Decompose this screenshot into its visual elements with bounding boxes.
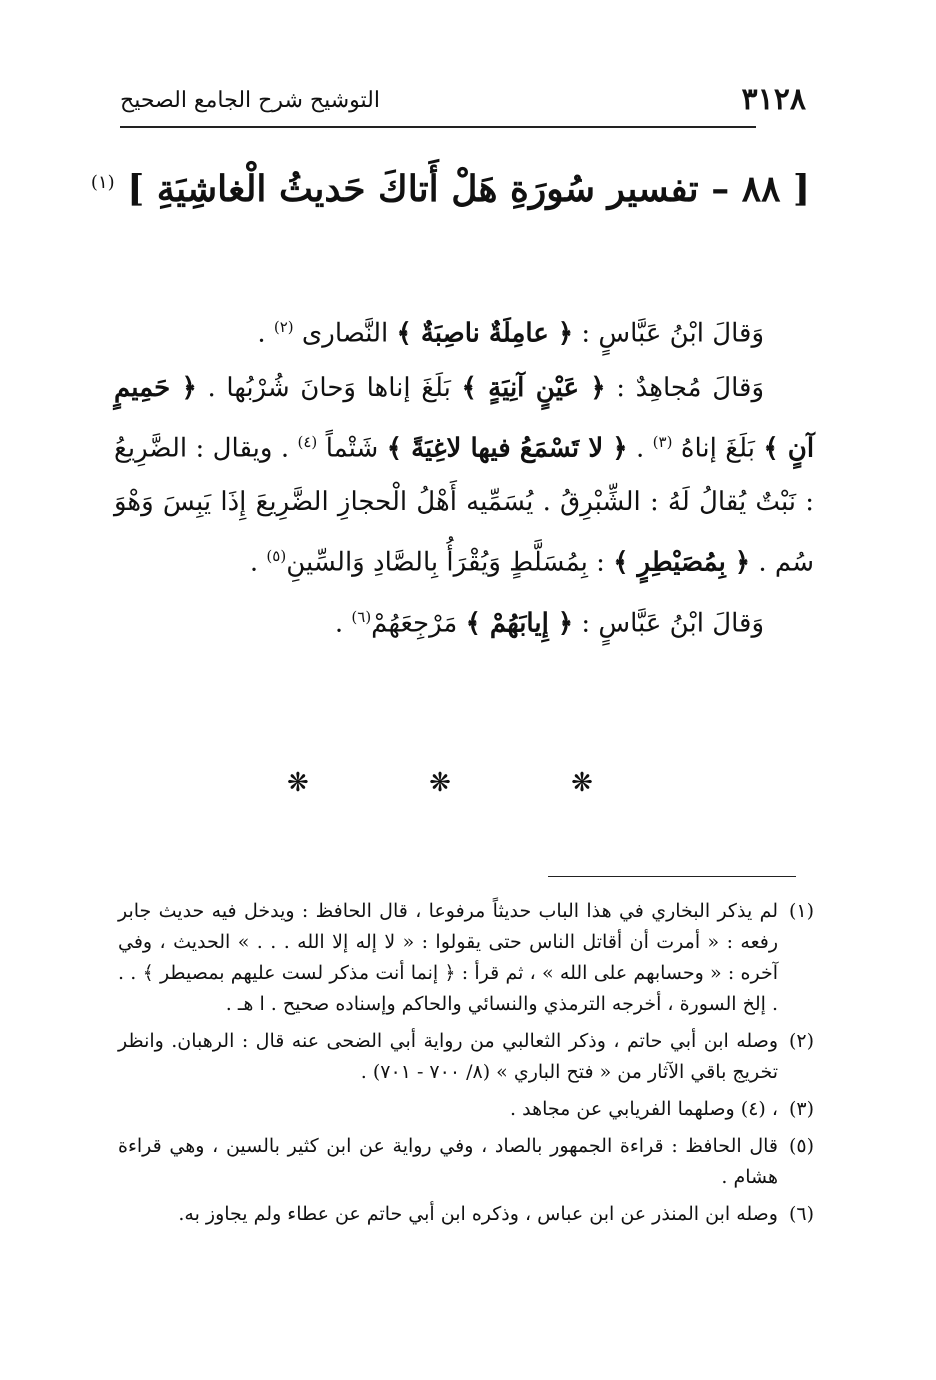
header-rule — [120, 126, 756, 128]
chapter-close-bracket: ] — [127, 168, 145, 210]
quran-quote: ﴿ بِمُصَيْطِرٍ ﴾ — [613, 547, 751, 578]
footnote-6 — [118, 1199, 814, 1230]
footnote-text: قال الحافظ : قراءة الجمهور بالصاد ، وفي رواية عن ابن كثير بالسين ، وهي قراءة هشام . — [118, 1135, 778, 1188]
gloss-text: : بِمُسَلَّطٍ وَيُقْرَأُ بِالصَّادِ وَالسِّينِ — [286, 547, 605, 578]
footnote-mark: (٢) — [273, 318, 294, 336]
footnote-text: وصله ابن المنذر عن ابن عباس ، وذكره ابن أبي حاتم عن عطاء ولم يجاوز به. — [178, 1203, 778, 1225]
page-number: ٣١٢٨ — [741, 82, 806, 117]
lead-text: وَقالَ مُجاهِدٌ : — [616, 372, 765, 403]
chapter-dash: – — [711, 168, 730, 210]
footnotes — [118, 896, 814, 1236]
footnote-text: وصله ابن أبي حاتم ، وذكر الثعالبي من رواية أبي الضحى عنه قال : الرهبان. وانظر تخريج باقي الآثار من « فتح الباري » (٨/ ٧٠٠ - ٧٠١) . — [118, 1030, 778, 1083]
running-title: التوشيح شرح الجامع الصحيح — [120, 88, 380, 113]
footnote-number: (٦) — [788, 1203, 814, 1225]
paragraph-ibn-abbas-1 — [114, 300, 814, 361]
footnote-rule — [548, 876, 796, 877]
lead-text: وَقالَ ابْنُ عَبَّاسٍ : — [581, 608, 764, 639]
chapter-title — [90, 168, 810, 210]
quran-quote: ﴿ لا تَسْمَعُ فيها لاغِيَةً ﴾ — [386, 433, 628, 464]
gloss-text: مَرْجِعَهُمْ — [371, 608, 458, 639]
gloss-text: . ويقال : الضَّرِيعُ : نَبْتٌ يُقالُ لَهُ : الشِّبْرِقُ . يُسَمِّيه أَهْلُ الْحجازِ الضَّرِيعَ إِذَا يَبِسَ وَهْوَ سُم . — [114, 433, 814, 578]
gloss-text: . — [636, 433, 645, 464]
paragraph-ibn-abbas-2 — [114, 590, 814, 651]
footnote-3 — [118, 1094, 814, 1125]
end-mark: . — [334, 608, 344, 639]
quran-quote: ﴿ عامِلَةٌ ناصِبَةٌ ﴾ — [396, 318, 574, 349]
end-mark: . — [257, 318, 266, 349]
quran-quote: ﴿ إِيابَهُمْ ﴾ — [465, 608, 574, 639]
footnote-mark: (٥) — [266, 547, 287, 566]
paragraph-mujahid — [114, 361, 814, 590]
quran-quote: ﴿ حَمِيمٍ آنٍ ﴾ — [114, 372, 815, 464]
footnote-mark: (٦) — [351, 607, 372, 626]
gloss-text: بَلَغَ إناهُ — [680, 433, 755, 464]
lead-text: وَقالَ ابْنُ عَبَّاسٍ : — [581, 318, 764, 349]
footnote-text: لم يذكر البخاري في هذا الباب حديثاً مرفوعا ، قال الحافظ : ويدخل فيه حديث جابر رفعه : « أمرت أن أقاتل الناس حتى يقولوا : « لا إله إلا الله . . . » الحديث ، وفي آخره : « وحسابهم على الله » ، ثم قرأ : ﴿ إنما أنت مذكر لست عليهم بمصيطر ﴾ . . . إلخ السورة ، أخرجه الترمذي والنسائي والحاكم وإسناده صحيح . ا هـ . — [118, 900, 778, 1015]
footnote-2 — [118, 1026, 814, 1088]
chapter-number: ٨٨ — [741, 168, 781, 210]
footnote-5 — [118, 1131, 814, 1193]
quran-quote: ﴿ عَيْنٍ آنِيَةٍ ﴾ — [461, 372, 606, 403]
footnote-text: ، (٤) وصلهما الفريابي عن مجاهد . — [510, 1098, 778, 1120]
gloss-text: النَّصارى — [301, 318, 389, 349]
footnote-number: (٥) — [788, 1135, 814, 1157]
footnote-number: (١) — [788, 900, 814, 922]
chapter-surah-name: هَلْ أَتاكَ حَديثُ الْغاشِيَةِ — [156, 168, 498, 210]
section-separator: ❋ ❋ ❋ — [287, 768, 649, 798]
chapter-title-prefix: تفسير سُورَةِ — [510, 168, 699, 210]
page-header — [120, 78, 806, 124]
footnote-number: (٣) — [788, 1098, 814, 1120]
footnote-mark: (٤) — [297, 432, 318, 451]
footnote-number: (٢) — [788, 1030, 814, 1052]
chapter-open-bracket: [ — [792, 168, 810, 210]
end-mark: . — [249, 547, 259, 578]
gloss-text: شَتْماً — [325, 433, 379, 464]
footnote-1 — [118, 896, 814, 1020]
chapter-footnote-mark: (١) — [90, 172, 115, 193]
footnote-mark: (٣) — [652, 432, 673, 451]
main-text — [114, 300, 814, 651]
gloss-text: بَلَغَ إناها وَحانَ شُرْبُها . — [207, 372, 451, 403]
